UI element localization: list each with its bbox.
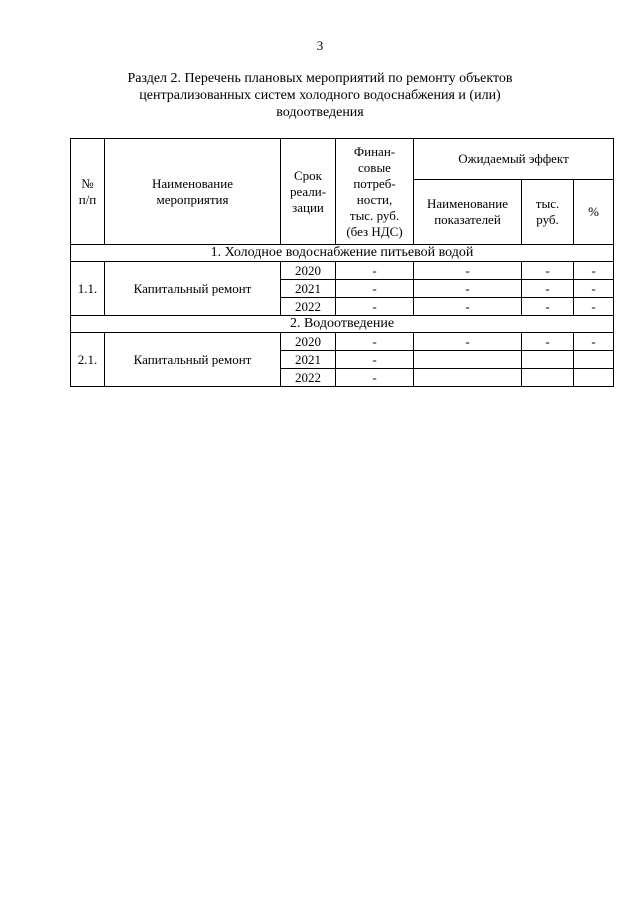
percent-cell [574, 369, 614, 387]
header-text: № [81, 175, 94, 191]
table-row [71, 262, 614, 280]
year-cell: 2022 [281, 369, 336, 387]
header-text: п/п [78, 191, 97, 207]
header-text: руб. [536, 212, 559, 227]
percent-cell: - [574, 280, 614, 298]
header-term [281, 139, 336, 245]
indicator-cell: - [414, 262, 522, 280]
header-text: Финан- [353, 143, 396, 159]
header-text: ности, [356, 191, 393, 207]
thousand-cell: - [522, 262, 574, 280]
year-cell: 2021 [281, 280, 336, 298]
header-text: Наименование [152, 175, 233, 191]
finance-cell: - [336, 333, 414, 351]
header-text: зации [292, 199, 324, 215]
title-line: централизованных систем холодного водоснабжения и (или) [139, 88, 501, 103]
thousand-cell: - [522, 280, 574, 298]
header-effect: Ожидаемый эффект [414, 139, 614, 180]
percent-cell: - [574, 333, 614, 351]
section-title [90, 70, 550, 121]
percent-cell: - [574, 262, 614, 280]
header-text: тыс. [535, 196, 560, 211]
indicator-cell: - [414, 298, 522, 316]
section-row [71, 316, 614, 333]
percent-cell [574, 351, 614, 369]
table-row [71, 333, 614, 351]
item-num: 2.1. [71, 333, 105, 387]
percent-cell: - [574, 298, 614, 316]
thousand-cell [522, 351, 574, 369]
thousand-cell: - [522, 298, 574, 316]
header-name [105, 139, 281, 245]
header-text: тыс. руб. [349, 207, 400, 223]
page-number: 3 [316, 38, 324, 53]
header-text: совые [358, 159, 391, 175]
title-line: Раздел 2. Перечень плановых мероприятий по ремонту объектов [127, 71, 513, 86]
header-text: (без НДС) [346, 223, 403, 239]
item-num: 1.1. [71, 262, 105, 316]
header-finance [336, 139, 414, 245]
thousand-cell: - [522, 333, 574, 351]
year-cell: 2022 [281, 298, 336, 316]
header-text: мероприятия [156, 191, 229, 207]
header-text: Срок [294, 167, 322, 183]
title-line: водоотведения [276, 105, 364, 120]
year-cell: 2021 [281, 351, 336, 369]
indicator-cell: - [414, 333, 522, 351]
item-name: Капитальный ремонт [105, 333, 281, 387]
header-row [71, 139, 614, 180]
year-cell: 2020 [281, 333, 336, 351]
section-row [71, 245, 614, 262]
header-text: Наименование [427, 196, 508, 211]
header-text: потреб- [353, 175, 396, 191]
header-num [71, 139, 105, 245]
measures-table [70, 138, 614, 387]
header-thousand [522, 180, 574, 245]
section-title-cell: 1. Холодное водоснабжение питьевой водой [71, 245, 614, 262]
finance-cell: - [336, 262, 414, 280]
header-indicator [414, 180, 522, 245]
indicator-cell: - [414, 280, 522, 298]
item-name: Капитальный ремонт [105, 262, 281, 316]
section-title-cell: 2. Водоотведение [71, 316, 614, 333]
finance-cell: - [336, 298, 414, 316]
indicator-cell [414, 369, 522, 387]
year-cell: 2020 [281, 262, 336, 280]
finance-cell: - [336, 351, 414, 369]
thousand-cell [522, 369, 574, 387]
header-percent: % [574, 180, 614, 245]
indicator-cell [414, 351, 522, 369]
finance-cell: - [336, 280, 414, 298]
header-text: реали- [289, 183, 327, 199]
finance-cell: - [336, 369, 414, 387]
header-text: показателей [434, 212, 501, 227]
